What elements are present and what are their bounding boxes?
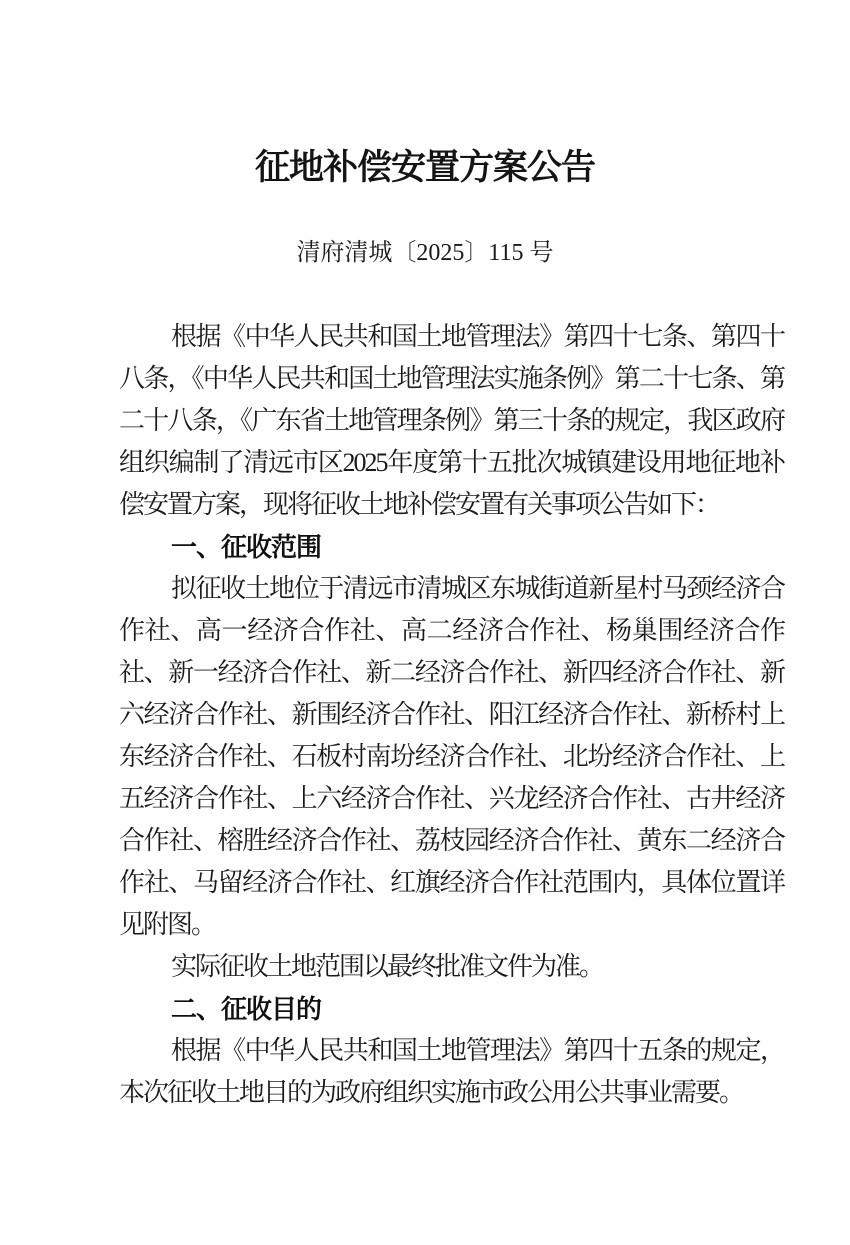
paragraph-scope-final-approval-note: 实际征收土地范围以最终批准文件为准。 — [171, 952, 604, 981]
paragraph-legal-basis: 根据《中华人民共和国土地管理法》第四十七条、第四十八条，《中华人民共和国土地管理法实施条例》第二十七条、第二十八条，《广东省土地管理条例》第三十条的规定，我区政府组织编制了清远市区2025年度第十五批次城镇建设用地征地补偿安置方案，现将征收土地补偿安置有关事项公告如下： — [119, 322, 784, 519]
document-title: 征地补偿安置方案公告 — [254, 148, 595, 187]
section-heading-acquisition-scope: 一、征收范围 — [171, 532, 322, 562]
document-body — [119, 316, 784, 1114]
document-number: 清府清城〔2025〕115 号 — [296, 240, 554, 266]
section-heading-acquisition-purpose: 二、征收目的 — [171, 994, 322, 1024]
paragraph-acquisition-scope: 拟征收土地位于清远市清城区东城街道新星村马颈经济合作社、高一经济合作社、高二经济合作社、杨巢围经济合作社、新一经济合作社、新二经济合作社、新四经济合作社、新六经济合作社、新围经济合作社、阳江经济合作社、新桥村上东经济合作社、石板村南坋经济合作社、北坋经济合作社、上五经济合作社、上六经济合作社、兴龙经济合作社、古井经济合作社、榕胜经济合作社、荔枝园经济合作社、黄东二经济合作社、马留经济合作社、红旗经济合作社范围内，具体位置详见附图。 — [119, 574, 784, 939]
paragraph-acquisition-purpose: 根据《中华人民共和国土地管理法》第四十五条的规定，本次征收土地目的为政府组织实施市政公用公共事业需要。 — [119, 1036, 784, 1107]
